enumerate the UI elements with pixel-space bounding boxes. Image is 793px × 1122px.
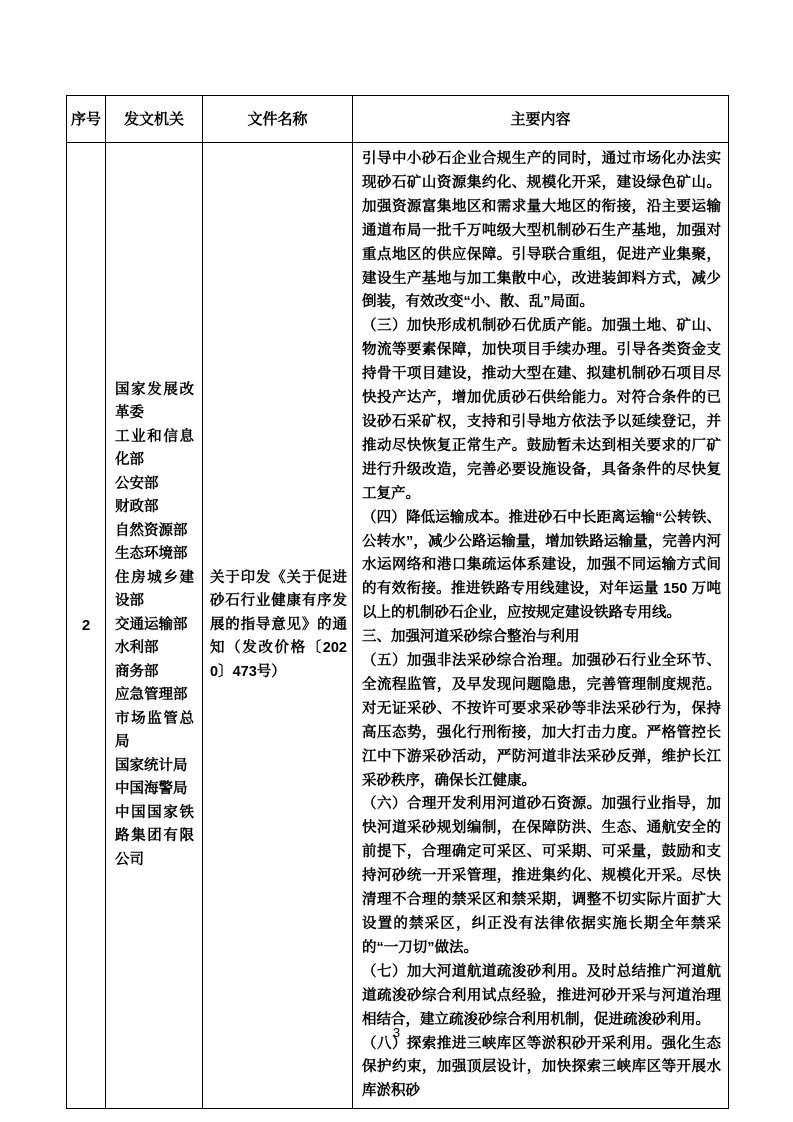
table-header-row (67, 96, 729, 143)
document-table (66, 95, 729, 1109)
agency-item: 应急管理部 (115, 687, 188, 704)
agency-item: 住房城乡建设部 (115, 569, 194, 610)
agency-item: 国家统计局 (115, 757, 188, 774)
agency-item: 中国海警局 (115, 781, 188, 798)
content-paragraph: （三）加快形成机制砂石优质产能。加强土地、矿山、物流等要素保障，加快项目手续办理。引导各类资金支持骨干项目建设，推动大型在建、拟建机制砂石项目尽快投产达产，增加优质砂石供给能力。对符合条件的已设砂石采矿权，支持和引导地方依法予以延续登记，并推动尽快恢复正常生产。鼓励暂未达到相关要求的厂矿进行升级改造，完善必要设施设备，具备条件的尽快复工复产。 (362, 318, 721, 502)
header-main-content: 主要内容 (353, 96, 729, 143)
content-paragraph: （八）探索推进三峡库区等淤积砂开采利用。强化生态保护约束，加强顶层设计，加快探索三峡库区等开展水库淤积砂 (362, 1035, 721, 1100)
agency-item: 国家发展改革委 (115, 381, 194, 422)
agency-item: 交通运输部 (115, 616, 188, 633)
content-paragraph: 三、加强河道采砂综合整治与利用 (362, 629, 580, 646)
agency-item: 自然资源部 (115, 522, 188, 539)
agency-item: 商务部 (115, 663, 159, 680)
cell-serial-number: 2 (67, 143, 106, 1109)
content-paragraph: （五）加强非法采砂综合治理。加强砂石行业全环节、全流程监管，及早发现问题隐患，完善管理制度规范。对无证采砂、不按许可要求采砂等非法采砂行为，保持高压态势，强化行刑衔接，加大打击力度。严格管控长江中下游采砂活动，严防河道非法采砂反弹，维护长江采砂秩序，确保长江健康。 (362, 653, 721, 789)
header-serial-number: 序号 (67, 96, 106, 143)
content-paragraph: （四）降低运输成本。推进砂石中长距离运输“公转铁、公转水”，减少公路运输量，增加铁路运输量，完善内河水运网络和港口集疏运体系建设，加强不同运输方式间的有效衔接。推进铁路专用线建设，对年运量 150 万吨以上的机制砂石企业，应按规定建设铁路专用线。 (362, 509, 721, 622)
content-paragraph: （六）合理开发利用河道砂石资源。加强行业指导，加快河道采砂规划编制，在保障防洪、生态、通航安全的前提下，合理确定可采区、可采期、可采量，鼓励和支持河砂统一开采管理，推进集约化、规模化开采。尽快清理不合理的禁采区和禁采期，调整不切实际片面扩大设置的禁采区，纠正没有法律依据实施长期全年禁采的“一刀切”做法。 (362, 796, 721, 956)
cell-document-title: 关于印发《关于促进砂石行业健康有序发展的指导意见》的通知（发改价格〔2020〕473号） (203, 143, 353, 1109)
agency-item: 水利部 (115, 640, 159, 657)
cell-main-content (353, 143, 729, 1109)
cell-issuing-agencies (106, 143, 203, 1109)
header-document-name: 文件名称 (203, 96, 353, 143)
agency-item: 生态环境部 (115, 546, 188, 563)
agency-item: 公安部 (115, 475, 159, 492)
content-paragraph: 引导中小砂石企业合规生产的同时，通过市场化办法实现砂石矿山资源集约化、规模化开采，建设绿色矿山。加强资源富集地区和需求量大地区的衔接，沿主要运输通道布局一批千万吨级大型机制砂石生产基地，加强对重点地区的供应保障。引导联合重组，促进产业集聚，建设生产基地与加工集散中心，改进装卸料方式，减少倒装，有效改变“小、散、乱”局面。 (362, 151, 721, 311)
agency-item: 财政部 (115, 499, 159, 516)
agency-item: 市场监管总局 (115, 710, 194, 751)
table-row (67, 143, 729, 1109)
agency-item: 工业和信息化部 (115, 428, 194, 469)
page-number: 3 (392, 1025, 401, 1040)
agency-item: 中国国家铁路集团有限公司 (115, 804, 194, 868)
header-issuing-agency: 发文机关 (106, 96, 203, 143)
content-paragraph: （七）加大河道航道疏浚砂利用。及时总结推广河道航道疏浚砂综合利用试点经验，推进河砂开采与河道治理相结合，建立疏浚砂综合利用机制，促进疏浚砂利用。 (362, 963, 721, 1028)
